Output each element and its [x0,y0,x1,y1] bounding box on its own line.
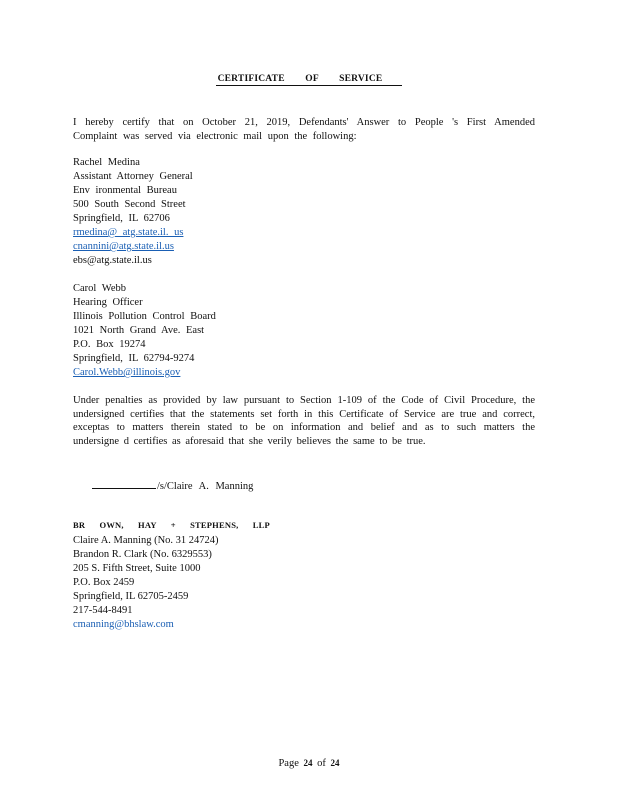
document-title [0,74,618,84]
signature-text: /s/Claire A. Manning [157,481,254,492]
recipient-name: Rachel Medina [73,157,140,168]
recipient-title: Hearing Officer [73,297,143,308]
recipient-title: Assistant Attorney General [73,171,193,182]
recipient-block-medina [73,156,193,268]
recipient-city: Springfield, IL 62794-9274 [73,353,195,364]
penalties-paragraph: Under penalties as provided by law pursuant to Section 1-109 of the Code of Civil Procedure, the undersigned certifies that the statements set forth in this Certificate of Service are true and correct, exceptas to matters therein stated to be on information and belief and as to such matters the undersigne d certifies as aforesaid that she verily believes the same to be true. [73,395,535,447]
page-of: of [317,758,326,769]
intro-paragraph: I hereby certify that on October 21, 2019, Defendants' Answer to People 's First Amended Complaint was served via electronic mail upon the following: [73,117,535,142]
recipient-organization: Illinois Pollution Control Board [73,311,216,322]
attorney-line-1: Claire A. Manning (No. 31 24724) [73,535,219,546]
title-text: CERTIFICATE OF SERVICE [216,74,403,86]
email-link-cnannini[interactable]: cnannini@atg.state.il.us [73,241,174,252]
firm-pobox: P.O. Box 2459 [73,577,135,588]
firm-phone: 217-544-8491 [73,605,133,616]
recipient-department: Env ironmental Bureau [73,185,177,196]
recipient-name: Carol Webb [73,283,126,294]
signature-line [92,478,253,492]
recipient-address: 500 South Second Street [73,199,186,210]
email-link-cwebb[interactable]: Carol.Webb@illinois.gov [73,367,181,378]
recipient-city: Springfield, IL 62706 [73,213,170,224]
firm-city: Springfield, IL 62705-2459 [73,591,189,602]
recipient-pobox: P.O. Box 19274 [73,339,146,350]
email-link-rmedina[interactable]: rmedina@ atg.state.il. us [73,227,184,238]
attorney-line-2: Brandon R. Clark (No. 6329553) [73,549,212,560]
recipient-address: 1021 North Grand Ave. East [73,325,205,336]
firm-name: BR OWN, HAY + STEPHENS, LLP [73,520,270,530]
page-footer [0,758,618,769]
signature-rule [92,478,156,489]
page-number: 24 [303,758,313,768]
email-link-cmanning[interactable]: cmanning@bhslaw.com [73,619,174,630]
recipient-block-webb [73,282,216,380]
firm-signature-block [73,518,270,632]
email-text-ebs: ebs@atg.state.il.us [73,255,152,266]
firm-address: 205 S. Fifth Street, Suite 1000 [73,563,201,574]
page-total: 24 [330,758,340,768]
page-label: Page [278,758,299,769]
